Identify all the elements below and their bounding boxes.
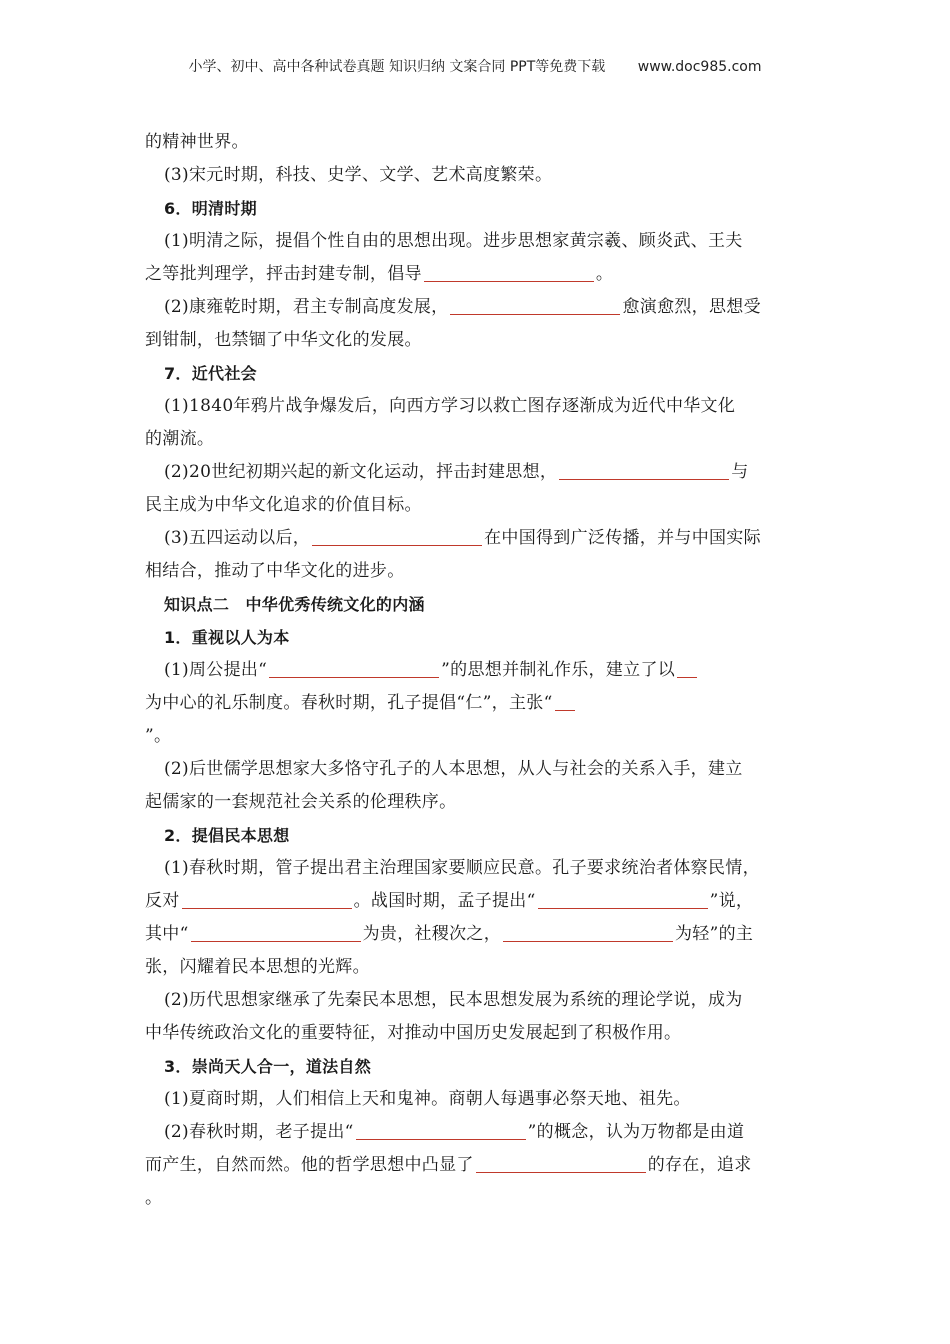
text-line: 民主成为中华文化追求的价值目标。 bbox=[145, 495, 422, 515]
section-heading: 3．崇尚天人合一，道法自然 bbox=[164, 1057, 372, 1076]
fill-blank[interactable] bbox=[182, 891, 352, 909]
fill-blank[interactable] bbox=[191, 924, 361, 942]
text-line: (2)后世儒学思想家大多恪守孔子的人本思想，从人与社会的关系入手，建立 bbox=[164, 759, 743, 779]
document-body bbox=[145, 126, 810, 1215]
fill-blank[interactable] bbox=[476, 1155, 646, 1173]
text-line: 到钳制，也禁锢了中华文化的发展。 bbox=[145, 330, 422, 350]
text-line: ”。 bbox=[145, 726, 172, 746]
text-line: (1)明清之际，提倡个性自由的思想出现。进步思想家黄宗羲、顾炎武、王夫 bbox=[164, 231, 743, 251]
section-heading: 7．近代社会 bbox=[164, 364, 257, 383]
fill-blank[interactable] bbox=[555, 693, 575, 711]
text-line: 的潮流。 bbox=[145, 429, 215, 449]
fill-blank[interactable] bbox=[424, 264, 594, 282]
text-line: (1)1840年鸦片战争爆发后，向西方学习以救亡图存逐渐成为近代中华文化 bbox=[164, 396, 736, 416]
text-line: 。 bbox=[145, 1188, 163, 1208]
fill-blank[interactable] bbox=[538, 891, 708, 909]
page-header bbox=[0, 56, 950, 76]
fill-blank[interactable] bbox=[269, 660, 439, 678]
text-line: 而产生，自然而然。他的哲学思想中凸显了 的存在，追求 bbox=[145, 1155, 752, 1175]
fill-blank[interactable] bbox=[503, 924, 673, 942]
text-line: 中华传统政治文化的重要特征，对推动中国历史发展起到了积极作用。 bbox=[145, 1023, 682, 1043]
text-line: (2)20世纪初期兴起的新文化运动，抨击封建思想， 与 bbox=[164, 462, 749, 482]
text-line: 为中心的礼乐制度。春秋时期，孔子提倡“仁”，主张“ bbox=[145, 687, 810, 720]
text-line: 其中“ 为贵，社稷次之， 为轻”的主 bbox=[145, 924, 754, 944]
fill-blank[interactable] bbox=[559, 462, 729, 480]
knowledge-point-heading: 知识点二 中华优秀传统文化的内涵 bbox=[164, 595, 425, 614]
text-line: (3)五四运动以后， 在中国得到广泛传播，并与中国实际 bbox=[164, 528, 761, 548]
text-line: (1)春秋时期，管子提出君主治理国家要顺应民意。孔子要求统治者体察民情， bbox=[164, 858, 760, 878]
text-line: (2)春秋时期，老子提出“ ”的概念，认为万物都是由道 bbox=[164, 1122, 745, 1142]
fill-blank[interactable] bbox=[356, 1122, 526, 1140]
text-line: (2)历代思想家继承了先秦民本思想，民本思想发展为系统的理论学说，成为 bbox=[164, 990, 743, 1010]
fill-blank[interactable] bbox=[312, 528, 482, 546]
fill-blank[interactable] bbox=[677, 660, 697, 678]
fill-blank[interactable] bbox=[450, 297, 620, 315]
text-line: 之等批判理学，抨击封建专制，倡导 。 bbox=[145, 264, 614, 284]
text-line: 的精神世界。 bbox=[145, 132, 249, 152]
section-heading: 2．提倡民本思想 bbox=[164, 826, 290, 845]
text-line: (2)康雍乾时期，君主专制高度发展， 愈演愈烈，思想受 bbox=[164, 297, 761, 317]
text-line: (1)周公提出“ ”的思想并制礼作乐，建立了以 bbox=[145, 654, 810, 687]
text-line: (1)夏商时期，人们相信上天和鬼神。商朝人每遇事必祭天地、祖先。 bbox=[164, 1089, 691, 1109]
text-line: 张，闪耀着民本思想的光辉。 bbox=[145, 957, 370, 977]
section-heading: 1．重视以人为本 bbox=[164, 628, 290, 647]
section-heading: 6．明清时期 bbox=[164, 199, 257, 218]
text-line: 反对 。战国时期，孟子提出“ ”说， bbox=[145, 891, 754, 911]
text-line: (3)宋元时期，科技、史学、文学、艺术高度繁荣。 bbox=[164, 165, 553, 185]
text-line: 起儒家的一套规范社会关系的伦理秩序。 bbox=[145, 792, 457, 812]
text-line: 相结合，推动了中华文化的进步。 bbox=[145, 561, 405, 581]
header-tagline: 小学、初中、高中各种试卷真题 知识归纳 文案合同 PPT等免费下载 bbox=[188, 59, 606, 75]
header-site-url[interactable]: www.doc985.com bbox=[637, 59, 762, 75]
